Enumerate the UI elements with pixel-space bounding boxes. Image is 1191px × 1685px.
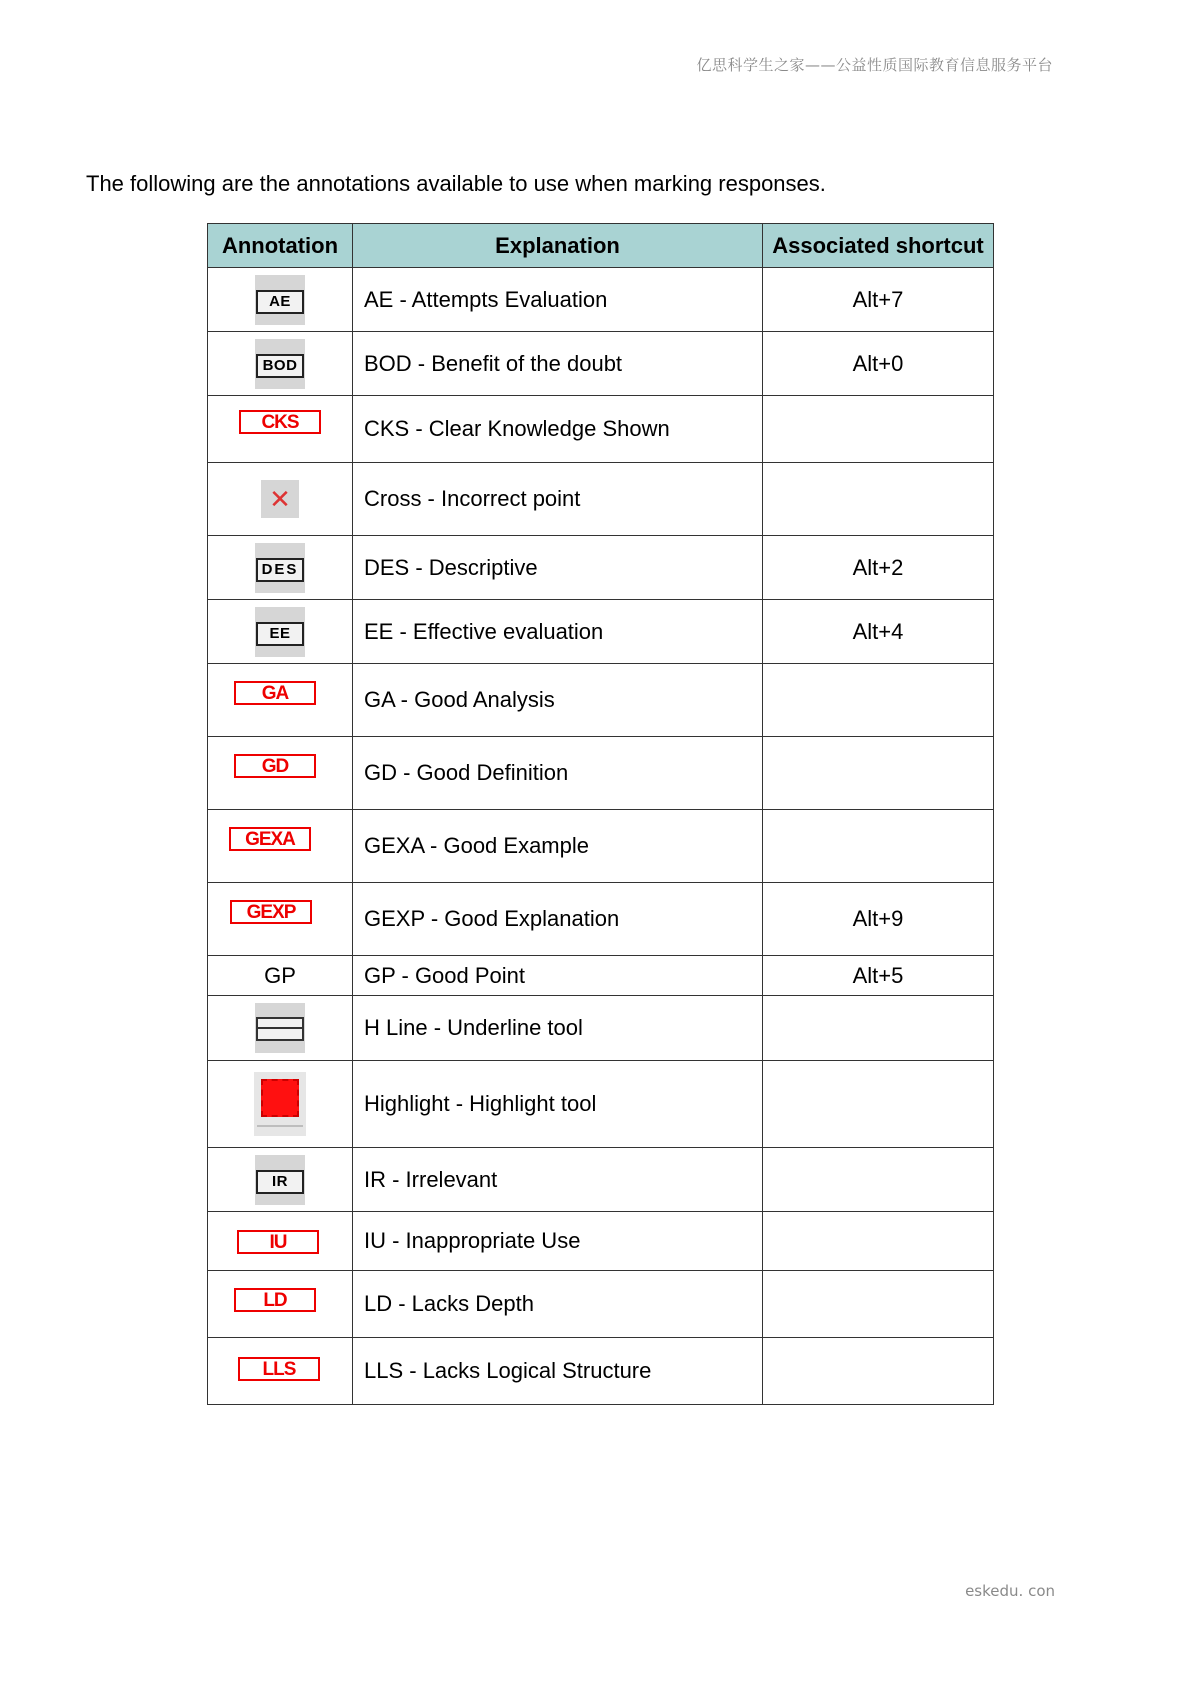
shortcut-cell [763,463,994,536]
table-row [208,332,994,396]
ae-icon: AE [255,275,305,325]
table-row [208,1212,994,1271]
explanation-cell: GD - Good Definition [353,737,763,810]
table-row [208,810,994,883]
shortcut-cell: Alt+0 [763,332,994,396]
underline-icon [255,1003,305,1053]
shortcut-cell [763,1148,994,1212]
header-shortcut: Associated shortcut [763,224,994,268]
explanation-cell: LLS - Lacks Logical Structure [353,1338,763,1405]
intro-text: The following are the annotations available to use when marking responses. [86,171,826,196]
explanation-cell: Cross - Incorrect point [353,463,763,536]
table-row [208,268,994,332]
shortcut-cell [763,664,994,737]
cks-icon: CKS [239,410,321,434]
shortcut-cell [763,1338,994,1405]
table-row [208,396,994,463]
ir-icon: IR [255,1155,305,1205]
lls-icon: LLS [238,1357,320,1381]
gexp-icon: GEXP [230,900,312,924]
iu-icon: IU [237,1230,319,1254]
page-footer: eskedu. con [965,1582,1055,1600]
shortcut-cell [763,1271,994,1338]
ld-icon: LD [234,1288,316,1312]
shortcut-cell: Alt+9 [763,883,994,956]
explanation-cell: GP - Good Point [353,956,763,996]
explanation-cell: GEXA - Good Example [353,810,763,883]
shortcut-cell: Alt+5 [763,956,994,996]
explanation-cell: CKS - Clear Knowledge Shown [353,396,763,463]
shortcut-cell [763,1212,994,1271]
bod-icon: BOD [255,339,305,389]
shortcut-cell: Alt+4 [763,600,994,664]
table-row [208,1338,994,1405]
explanation-cell: GA - Good Analysis [353,664,763,737]
table-row [208,463,994,536]
gd-icon: GD [234,754,316,778]
cross-icon: ✕ [261,480,299,518]
annotations-table [207,223,994,1405]
explanation-cell: IU - Inappropriate Use [353,1212,763,1271]
header-explanation: Explanation [353,224,763,268]
gexa-icon: GEXA [229,827,311,851]
header-annotation: Annotation [208,224,353,268]
table-row [208,883,994,956]
table-row [208,1061,994,1148]
table-header-row [208,224,994,268]
table-row [208,664,994,737]
explanation-cell: LD - Lacks Depth [353,1271,763,1338]
table-body [208,268,994,1405]
ga-icon: GA [234,681,316,705]
shortcut-cell [763,810,994,883]
shortcut-cell [763,396,994,463]
shortcut-cell [763,737,994,810]
shortcut-cell: Alt+2 [763,536,994,600]
table-row [208,1148,994,1212]
explanation-cell: EE - Effective evaluation [353,600,763,664]
table-row [208,600,994,664]
page-header: 亿思科学生之家——公益性质国际教育信息服务平台 [696,56,1053,74]
explanation-cell: GEXP - Good Explanation [353,883,763,956]
highlight-icon [254,1072,306,1136]
des-icon: DES [255,543,305,593]
explanation-cell: H Line - Underline tool [353,996,763,1061]
explanation-cell: AE - Attempts Evaluation [353,268,763,332]
table-row [208,956,994,996]
explanation-cell: Highlight - Highlight tool [353,1061,763,1148]
table-row [208,737,994,810]
shortcut-cell [763,1061,994,1148]
table-row [208,536,994,600]
gp-icon: GP [264,962,296,988]
table-row [208,996,994,1061]
ee-icon: EE [255,607,305,657]
explanation-cell: IR - Irrelevant [353,1148,763,1212]
shortcut-cell: Alt+7 [763,268,994,332]
explanation-cell: DES - Descriptive [353,536,763,600]
explanation-cell: BOD - Benefit of the doubt [353,332,763,396]
shortcut-cell [763,996,994,1061]
table-row [208,1271,994,1338]
